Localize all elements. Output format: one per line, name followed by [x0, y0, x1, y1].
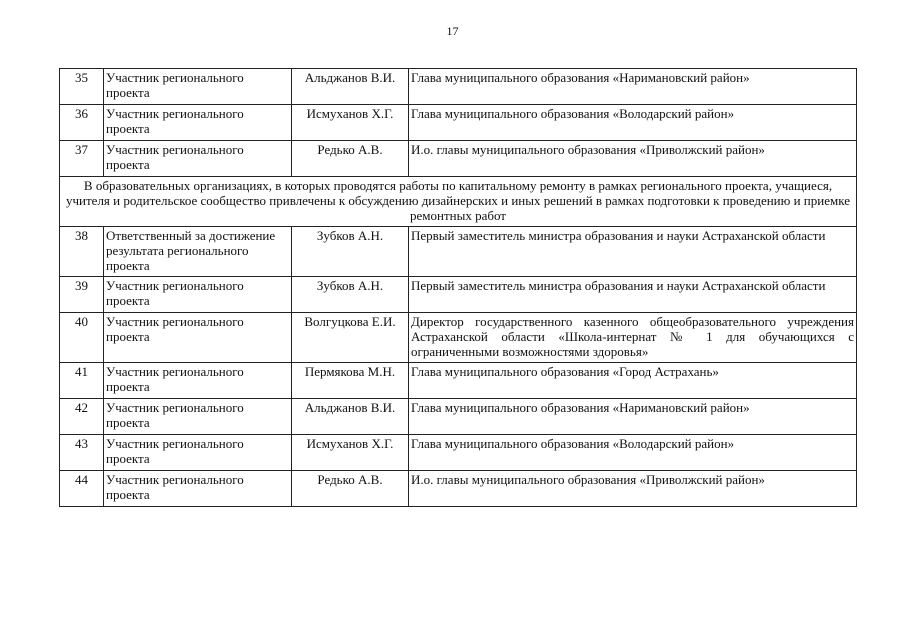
row-role: Участник регионального проекта: [104, 435, 292, 471]
row-person-name: Исмуханов Х.Г.: [292, 105, 409, 141]
table-row: [60, 313, 857, 363]
row-person-name: Волгуцкова Е.И.: [292, 313, 409, 363]
row-number: 36: [60, 105, 104, 141]
row-position: И.о. главы муниципального образования «Приволжский район»: [409, 471, 857, 507]
row-role: Участник регионального проекта: [104, 141, 292, 177]
table-row: [60, 399, 857, 435]
row-role: Участник регионального проекта: [104, 105, 292, 141]
row-person-name: Пермякова М.Н.: [292, 363, 409, 399]
participants-table: [59, 68, 857, 507]
table-row: [60, 471, 857, 507]
row-role: Участник регионального проекта: [104, 363, 292, 399]
row-number: 44: [60, 471, 104, 507]
row-person-name: Редько А.В.: [292, 141, 409, 177]
row-number: 42: [60, 399, 104, 435]
row-number: 41: [60, 363, 104, 399]
row-role: Участник регионального проекта: [104, 277, 292, 313]
row-position: Глава муниципального образования «Наримановский район»: [409, 69, 857, 105]
row-number: 37: [60, 141, 104, 177]
row-person-name: Альджанов В.И.: [292, 69, 409, 105]
row-role: Ответственный за достижение результата регионального проекта: [104, 227, 292, 277]
row-position: Глава муниципального образования «Город Астрахань»: [409, 363, 857, 399]
table-row: [60, 277, 857, 313]
row-role: Участник регионального проекта: [104, 399, 292, 435]
row-position: Глава муниципального образования «Наримановский район»: [409, 399, 857, 435]
section-header-text: В образовательных организациях, в которых проводятся работы по капитальному ремонту в рамках регионального проекта, учащиеся, учителя и родительское сообщество привлечены к обсуждению дизайнерских и иных решений в рамках подготовки к проведению и приемке ремонтных работ: [60, 177, 857, 227]
table-row: [60, 69, 857, 105]
row-person-name: Зубков А.Н.: [292, 227, 409, 277]
row-position: Глава муниципального образования «Володарский район»: [409, 435, 857, 471]
section-header-row: [60, 177, 857, 227]
row-role: Участник регионального проекта: [104, 471, 292, 507]
row-person-name: Зубков А.Н.: [292, 277, 409, 313]
row-position: Директор государственного казенного общеобразовательного учреждения Астраханской области «Школа-интернат № 1 для обучающихся с ограниченными возможностями здоровья»: [409, 313, 857, 363]
table-row: [60, 141, 857, 177]
row-position: Глава муниципального образования «Володарский район»: [409, 105, 857, 141]
row-person-name: Альджанов В.И.: [292, 399, 409, 435]
table-row: [60, 105, 857, 141]
row-number: 35: [60, 69, 104, 105]
row-number: 43: [60, 435, 104, 471]
row-position: Первый заместитель министра образования и науки Астраханской области: [409, 227, 857, 277]
row-role: Участник регионального проекта: [104, 69, 292, 105]
table-row: [60, 363, 857, 399]
row-position: И.о. главы муниципального образования «Приволжский район»: [409, 141, 857, 177]
table-row: [60, 227, 857, 277]
row-number: 38: [60, 227, 104, 277]
page-number: 17: [446, 24, 459, 38]
row-role: Участник регионального проекта: [104, 313, 292, 363]
row-number: 39: [60, 277, 104, 313]
row-position: Первый заместитель министра образования и науки Астраханской области: [409, 277, 857, 313]
table-row: [60, 435, 857, 471]
row-number: 40: [60, 313, 104, 363]
row-person-name: Редько А.В.: [292, 471, 409, 507]
row-person-name: Исмуханов Х.Г.: [292, 435, 409, 471]
